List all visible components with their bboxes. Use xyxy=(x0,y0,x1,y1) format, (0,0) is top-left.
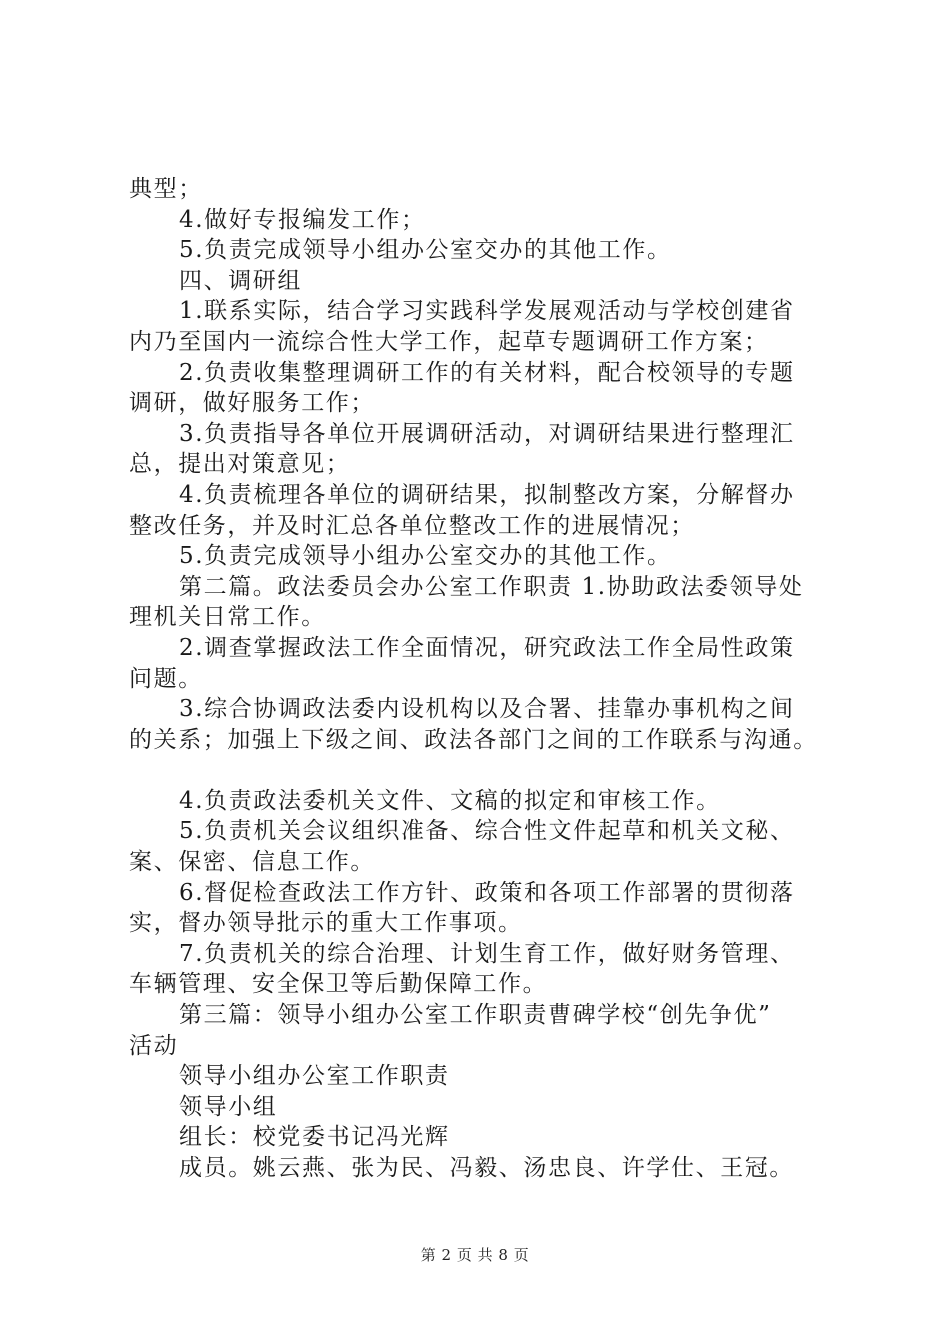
text-line: 整改任务，并及时汇总各单位整改工作的进展情况； xyxy=(129,512,695,539)
text-line: 2.负责收集整理调研工作的有关材料，配合校领导的专题 xyxy=(179,359,795,386)
text-line: 的关系；加强上下级之间、政法各部门之间的工作联系与沟通。 xyxy=(129,726,818,753)
text-line: 组长：校党委书记冯光辉 xyxy=(179,1124,450,1151)
blank-line xyxy=(129,755,839,786)
text-line: 典型； xyxy=(129,176,203,202)
text-line: 四、调研组 xyxy=(179,267,302,294)
text-line: 总，提出对策意见； xyxy=(129,451,351,478)
text-line: 1.联系实际，结合学习实践科学发展观活动与学校创建省 xyxy=(179,298,795,325)
text-line: 3.综合协调政法委内设机构以及合署、挂靠办事机构之间 xyxy=(179,696,795,723)
text-line: 理机关日常工作。 xyxy=(129,604,326,631)
text-line: 领导小组 xyxy=(179,1093,278,1120)
text-line: 第三篇：领导小组办公室工作职责曹碑学校“创先争优” xyxy=(179,1002,772,1029)
text-line: 案、保密、信息工作。 xyxy=(129,849,375,876)
text-line: 车辆管理、安全保卫等后勤保障工作。 xyxy=(129,971,548,998)
text-line: 内乃至国内一流综合性大学工作，起草专题调研工作方案； xyxy=(129,328,769,355)
page-footer: 第 2 页 共 8 页 xyxy=(420,1246,530,1264)
text-line: 活动 xyxy=(129,1032,179,1059)
text-line: 2.调查掌握政法工作全面情况，研究政法工作全局性政策 xyxy=(179,634,795,661)
text-line: 5.负责完成领导小组办公室交办的其他工作。 xyxy=(179,543,672,570)
document-body xyxy=(129,174,839,1184)
text-line: 领导小组办公室工作职责 xyxy=(179,1063,450,1090)
text-line: 4.负责梳理各单位的调研结果，拟制整改方案，分解督办 xyxy=(179,481,795,508)
text-line: 第二篇。政法委员会办公室工作职责 1.协助政法委领导处 xyxy=(179,573,804,600)
text-line: 问题。 xyxy=(129,665,203,692)
text-line: 调研，做好服务工作； xyxy=(129,390,375,417)
text-line: 4.做好专报编发工作； xyxy=(179,206,426,233)
text-line: 7.负责机关的综合治理、计划生育工作，做好财务管理、 xyxy=(179,940,795,967)
text-line: 6.督促检查政法工作方针、政策和各项工作部署的贯彻落 xyxy=(179,879,795,906)
text-line: 5.负责完成领导小组办公室交办的其他工作。 xyxy=(179,237,672,264)
text-line: 3.负责指导各单位开展调研活动，对调研结果进行整理汇 xyxy=(179,420,795,447)
text-line: 成员。姚云燕、张为民、冯毅、汤忠良、许学仕、王冠。 xyxy=(179,1155,794,1181)
text-line: 实，督办领导批示的重大工作事项。 xyxy=(129,910,523,937)
text-line: 5.负责机关会议组织准备、综合性文件起草和机关文秘、 xyxy=(179,818,795,845)
text-line: 4.负责政法委机关文件、文稿的拟定和审核工作。 xyxy=(179,787,721,814)
